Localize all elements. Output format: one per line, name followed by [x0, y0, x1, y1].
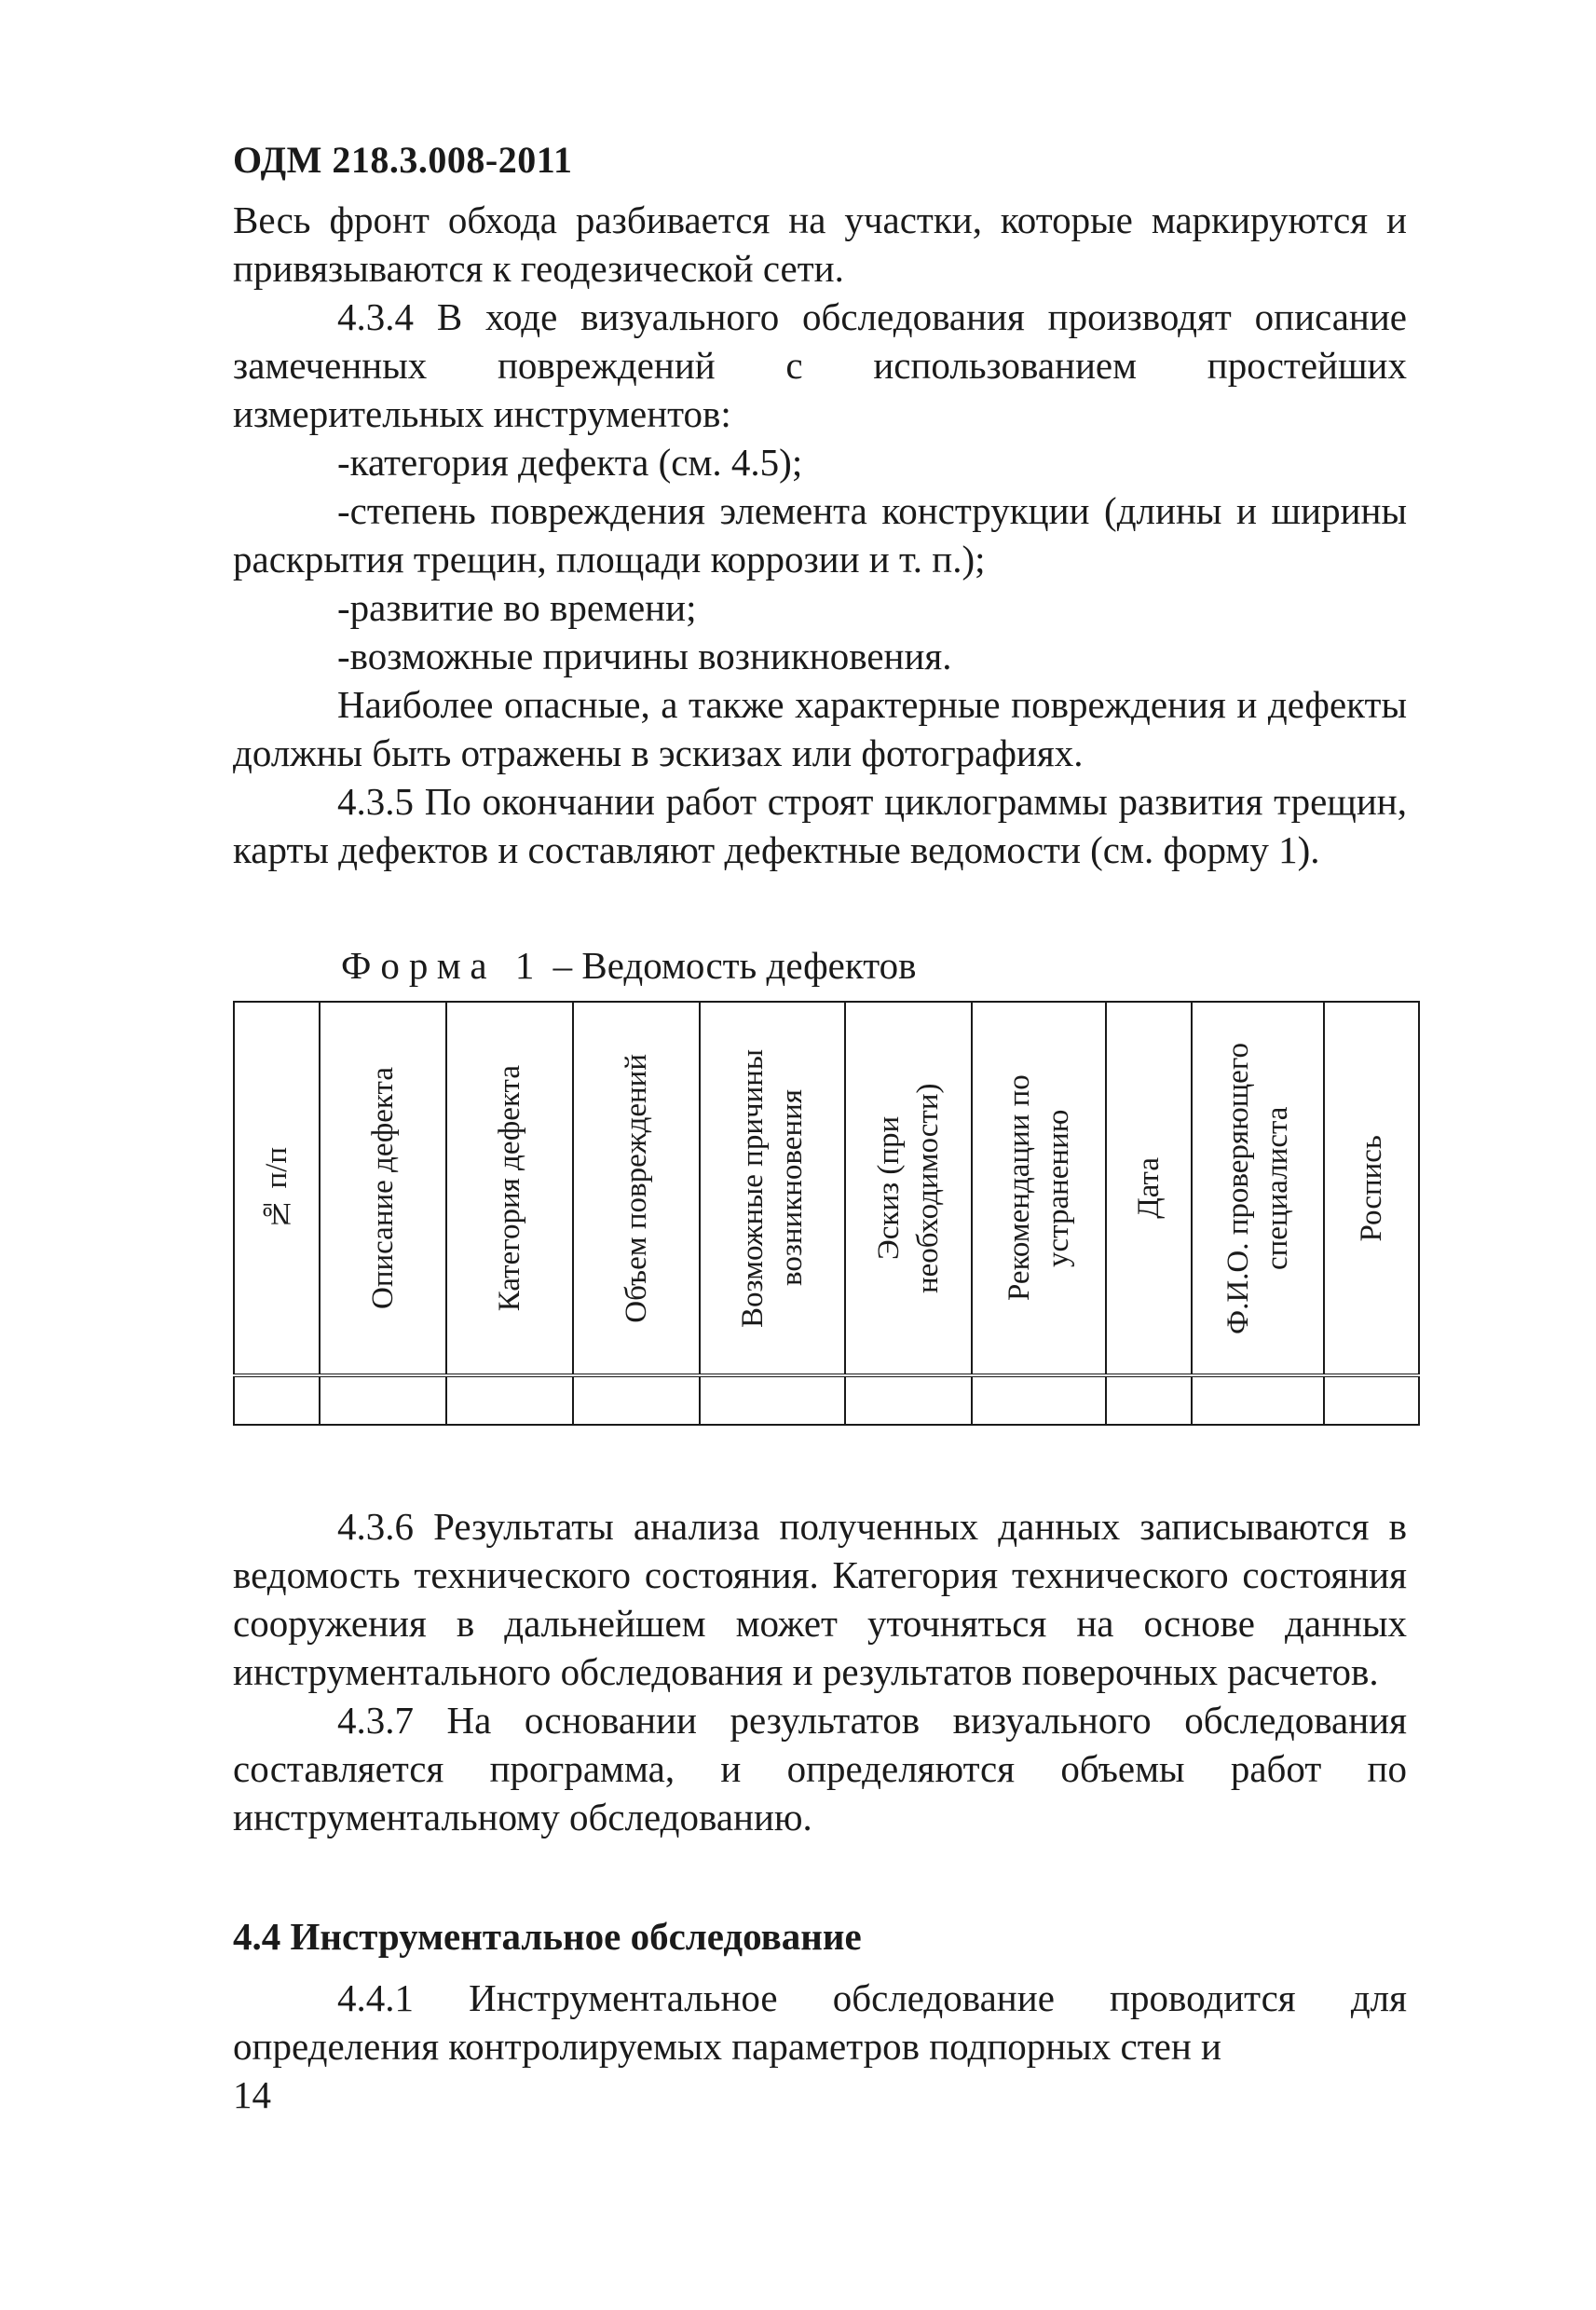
- column-header: [700, 1002, 845, 1375]
- section-text-block: [233, 1974, 1407, 2071]
- top-text-block: [233, 196, 1407, 874]
- defects-table: [233, 1001, 1420, 1426]
- column-header-label: № п/п: [260, 1146, 293, 1230]
- paragraph: 4.3.7 На основании результатов визуального обследования составляется программа, и определяются объемы работ по инструментальному обследованию.: [233, 1699, 1407, 1838]
- table-cell: [1192, 1375, 1324, 1425]
- table-header-row: [234, 1002, 1419, 1375]
- column-header: [1106, 1002, 1192, 1375]
- table-cell: [446, 1375, 573, 1425]
- table-row: [234, 1375, 1419, 1425]
- paragraph: 4.3.6 Результаты анализа полученных данных записываются в ведомость технического состояния. Категория технического состояния сооружения в дальнейшем может уточняться на основе данных инструментального обследования и результатов поверочных расчетов.: [233, 1505, 1407, 1693]
- page-number: 14: [233, 2073, 271, 2116]
- column-header-label: Роспись: [1355, 1134, 1388, 1242]
- list-item: -развитие во времени;: [337, 586, 697, 629]
- table-cell: [234, 1375, 320, 1425]
- paragraph: Наиболее опасные, а также характерные повреждения и дефекты должны быть отражены в эскизах или фотографиях.: [233, 683, 1407, 774]
- column-header: [1324, 1002, 1419, 1375]
- table-cell: [845, 1375, 972, 1425]
- column-header: [320, 1002, 446, 1375]
- column-header-label: Описание дефекта: [366, 1066, 400, 1309]
- column-header-label: Возможные причины возникновения: [736, 1048, 809, 1328]
- column-header-label: Объем повреждений: [620, 1053, 653, 1323]
- column-header: [845, 1002, 972, 1375]
- column-header-label: Ф.И.О. проверяющего специалиста: [1221, 1042, 1294, 1334]
- column-header: [446, 1002, 573, 1375]
- column-header: [1192, 1002, 1324, 1375]
- paragraph: 4.3.4 В ходе визуального обследования производят описание замеченных повреждений с использованием простейших измерительных инструментов:: [233, 295, 1407, 435]
- table-cell: [700, 1375, 845, 1425]
- table-cell: [1106, 1375, 1192, 1425]
- table-cell: [972, 1375, 1106, 1425]
- list-item: -категория дефекта (см. 4.5);: [337, 441, 803, 484]
- column-header: [573, 1002, 700, 1375]
- paragraph: 4.4.1 Инструментальное обследование проводится для определения контролируемых параметров подпорных стен и: [233, 1976, 1407, 2068]
- table-cell: [1324, 1375, 1419, 1425]
- column-header-label: Категория дефекта: [493, 1064, 526, 1312]
- column-header-label: Эскиз (при необходимости): [872, 1083, 945, 1293]
- table-cell: [573, 1375, 700, 1425]
- bottom-text-block: [233, 1502, 1407, 1841]
- form-caption: [341, 941, 916, 990]
- column-header-label: Дата: [1132, 1157, 1166, 1219]
- list-item: -возможные причины возникновения.: [337, 635, 952, 677]
- section-heading: 4.4 Инструментальное обследование: [233, 1915, 862, 1958]
- form-label: Форма 1: [341, 944, 544, 987]
- table-cell: [320, 1375, 446, 1425]
- column-header: [234, 1002, 320, 1375]
- column-header: [972, 1002, 1106, 1375]
- paragraph: Весь фронт обхода разбивается на участки, которые маркируются и привязываются к геодезической сети.: [233, 198, 1407, 290]
- column-header-label: Рекомендации по устранению: [1003, 1074, 1075, 1302]
- form-dash: –: [552, 944, 573, 987]
- form-title: Ведомость дефектов: [581, 944, 917, 987]
- list-item: -степень повреждения элемента конструкции (длины и ширины раскрытия трещин, площади коррозии и т. п.);: [233, 489, 1407, 581]
- document-code: ОДМ 218.3.008-2011: [233, 139, 573, 181]
- paragraph: 4.3.5 По окончании работ строят циклограммы развития трещин, карты дефектов и составляют дефектные ведомости (см. форму 1).: [233, 780, 1407, 871]
